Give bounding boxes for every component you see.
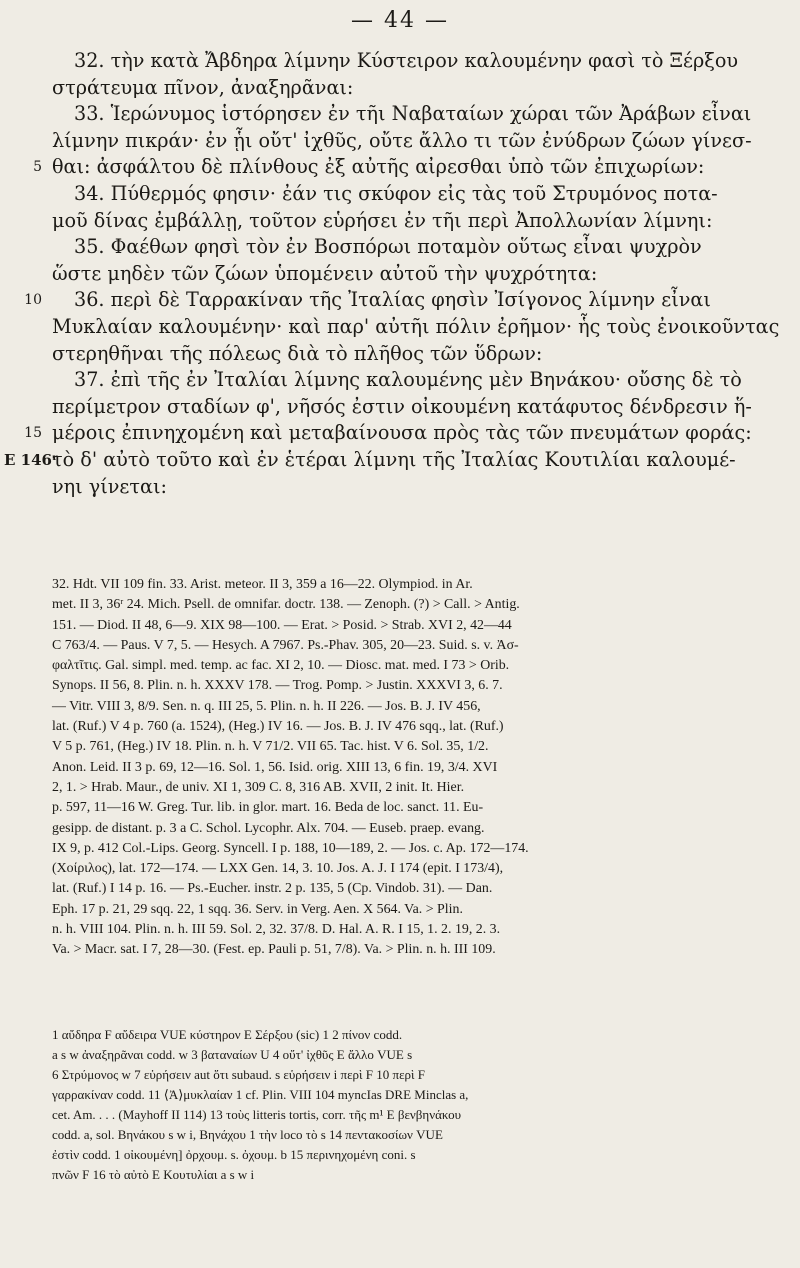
text-line: νηι γίνεται: (52, 474, 167, 498)
testimonia-line: φαλτῖτις. Gal. simpl. med. temp. ac fac. XI 2, 10. — Diosc. mat. med. I 73 > Orib. (52, 658, 510, 674)
text-line: Μυκλαίαν καλουμένην· καὶ παρ' αὐτῆι πόλιν ἐρῆμον· ἧς τοὺς ἐνοικοῦντας (52, 314, 780, 338)
testimonia-line: 32. Hdt. VII 109 fin. 33. Arist. meteor. II 3, 359 a 16—22. Olympiod. in Ar. (52, 577, 473, 592)
apparatus-line: πνῶν F 16 τὸ αὐτὸ E Κουτυλίαι a s w i (52, 1167, 255, 1182)
text-line: στράτευμα πῖνον, ἀναξηρᾶναι: (52, 75, 354, 99)
text-line: στερηθῆναι τῆς πόλεως διὰ τὸ πλῆθος τῶν ὕδρων: (52, 341, 543, 365)
testimonia-line: n. h. VIII 104. Plin. n. h. III 59. Sol. 2, 32. 37/8. D. Hal. A. R. I 15, 1. 2. 19, 2. 3. (52, 922, 501, 938)
testimonia-line: C 763/4. — Paus. V 7, 5. — Hesych. A 7967. Ps.-Phav. 305, 20—23. Suid. s. v. Ἀσ- (52, 637, 519, 653)
line-number: 10 (24, 292, 42, 309)
text-line: 32. τὴν κατὰ Ἄβδηρα λίμνην Κύστειρον καλουμένην φασὶ τὸ Ξέρξου (74, 49, 739, 72)
line-number: 15 (24, 425, 42, 442)
testimonia-line: lat. (Ruf.) I 14 p. 16. — Ps.-Eucher. instr. 2 p. 135, 5 (Cp. Vindob. 31). — Dan. (52, 881, 493, 897)
text-line: E 146ʳ τὸ δ' αὐτὸ τοῦτο καὶ ἐν ἑτέραι λίμνηι τῆς Ἰταλίας Κουτιλίαι καλουμέ- (52, 447, 764, 474)
testimonia-line: met. II 3, 36ʳ 24. Mich. Psell. de omnifar. doctr. 138. — Zenoph. (?) > Call. > Antig. (52, 597, 520, 613)
text-line: λίμνην πικράν· ἐν ᾗι οὔτ' ἰχθῦς, οὔτε ἄλλο τι τῶν ἐνύδρων ζώων γίνεσ- (52, 128, 752, 152)
apparatus-line: γαρρακίναν codd. 11 ⟨Ἀ⟩μυκλαίαν 1 cf. Plin. VIII 104 myncIas DRE Minclas a, (52, 1087, 469, 1102)
apparatus-line: 6 Στρύμονος w 7 εὑρήσειν aut ὅτι subaud. s εὑρήσειν i περὶ F 10 περὶ F (52, 1067, 425, 1082)
margin-reference: E 146ʳ (4, 450, 59, 469)
testimonia-line: V 5 p. 761, (Heg.) IV 18. Plin. n. h. V 71/2. VII 65. Tac. hist. V 6. Sol. 35, 1/2. (52, 739, 489, 755)
main-text (4, 48, 780, 500)
text-line: 5 θαι: ἀσφάλτου δὲ πλίνθους ἐξ αὐτῆς αἰρεσθαι ὑπὸ τῶν ἐπιχωρίων: (52, 154, 764, 181)
line-number: 5 (33, 159, 42, 176)
testimonia-line: p. 597, 11—16 W. Greg. Tur. lib. in glor. mart. 16. Beda de loc. sanct. 11. Eu- (52, 800, 484, 816)
critical-apparatus (52, 1025, 764, 1185)
text-line: 37. ἐπὶ τῆς ἐν Ἰταλίαι λίμνης καλουμένης μὲν Βηνάκου· οὔσης δὲ τὸ (74, 368, 742, 392)
text-line: 34. Πύθερμός φησιν· ἐάν τις σκύφον εἰς τὰς τοῦ Στρυμόνος ποτα- (74, 181, 718, 205)
testimonia-line: lat. (Ruf.) V 4 p. 760 (a. 1524), (Heg.) IV 16. — Jos. B. J. IV 476 sqq., lat. (Ruf.) (52, 719, 504, 735)
apparatus-line: ἐστὶν codd. 1 οἰκουμένη] ὀρχουμ. s. ὀχουμ. b 15 περινηχομένη coni. s (52, 1147, 416, 1162)
testimonia-line: Eph. 17 p. 21, 29 sqq. 22, 1 sqq. 36. Serv. in Verg. Aen. X 564. Va. > Plin. (52, 901, 463, 917)
testimonia-line: 2, 1. > Hrab. Maur., de univ. XI 1, 309 C. 8, 316 AB. XVII, 2 init. It. Hier. (52, 779, 465, 795)
apparatus-line: codd. a, sol. Βηνάκου s w i, Βηνάχου 1 τὴν loco τὸ s 14 πεντακοσίων VUE (52, 1127, 443, 1142)
text-line: ὥστε μηδὲν τῶν ζώων ὑπομένειν αὐτοῦ τὴν ψυχρότητα: (52, 261, 598, 285)
apparatus-line: a s w ἀναξηρᾶναι codd. w 3 βαταναίων U 4 οὔτ' ἰχθῦς E ἄλλο VUE s (52, 1047, 413, 1062)
text-line: μοῦ δίνας ἐμβάλλῃ, τοῦτον εὑρήσει ἐν τῆι περὶ Ἀπολλωνίαν λίμνηι: (52, 208, 713, 232)
testimonia-line: Va. > Macr. sat. I 7, 28—30. (Fest. ep. Pauli p. 51, 7/8). Va. > Plin. n. h. III 109. (52, 942, 496, 958)
testimonia-line: Synops. II 56, 8. Plin. n. h. XXXV 178. — Trog. Pomp. > Justin. XXXVI 3, 6. 7. (52, 678, 503, 694)
page-number: — 44 — (351, 8, 449, 33)
text-line: 15 μέροις ἐπινηχομένη καὶ μεταβαίνουσα πρὸς τὰς τῶν πνευμάτων φοράς: (52, 420, 764, 447)
testimonia-line: 151. — Diod. II 48, 6—9. XIX 98—100. — Erat. > Posid. > Strab. XVI 2, 42—44 (52, 617, 512, 633)
text-line: 35. Φαέθων φησὶ τὸν ἐν Βοσπόρωι ποταμὸν οὕτως εἶναι ψυχρὸν (74, 235, 702, 259)
apparatus-line: 1 αὔδηρα F αὔδειρα VUE κύστηρον E Σέρξου (sic) 1 2 πίνον codd. (52, 1027, 403, 1042)
text-line: 10 36. περὶ δὲ Ταρρακίναν τῆς Ἰταλίας φησὶν Ἰσίγονος λίμνην εἶναι (52, 287, 764, 314)
testimonia-line: (Χοίριλος), lat. 172—174. — LXX Gen. 14, 3. 10. Jos. A. J. I 174 (epit. I 173/4), (52, 861, 504, 877)
testimonia-line: gesipp. de distant. p. 3 a C. Schol. Lycophr. Alx. 704. — Euseb. praep. evang. (52, 820, 485, 836)
testimonia-apparatus (52, 575, 764, 961)
testimonia-line: Anon. Leid. II 3 p. 69, 12—16. Sol. 1, 56. Isid. orig. XIII 13, 6 fin. 19, 3/4. XVI (52, 759, 498, 775)
text-line: περίμετρον σταδίων φ', νῆσός ἐστιν οἰκουμένη κατάφυτος δένδρεσιν ἥ- (52, 394, 752, 418)
text-line: 33. Ἱερώνυμος ἱστόρησεν ἐν τῆι Ναβαταίων χώραι τῶν Ἀράβων εἶναι (74, 102, 752, 126)
apparatus-line: cet. Am. . . . (Mayhoff II 114) 13 τοὺς litteris tortis, corr. τῆς m¹ E βενβηνάκου (52, 1107, 462, 1122)
testimonia-line: IX 9, p. 412 Col.-Lips. Georg. Syncell. I p. 188, 10—189, 2. — Jos. c. Ap. 172—174. (52, 840, 529, 856)
testimonia-line: — Vitr. VIII 3, 8/9. Sen. n. q. III 25, 5. Plin. n. h. II 226. — Jos. B. J. IV 456, (52, 698, 481, 714)
